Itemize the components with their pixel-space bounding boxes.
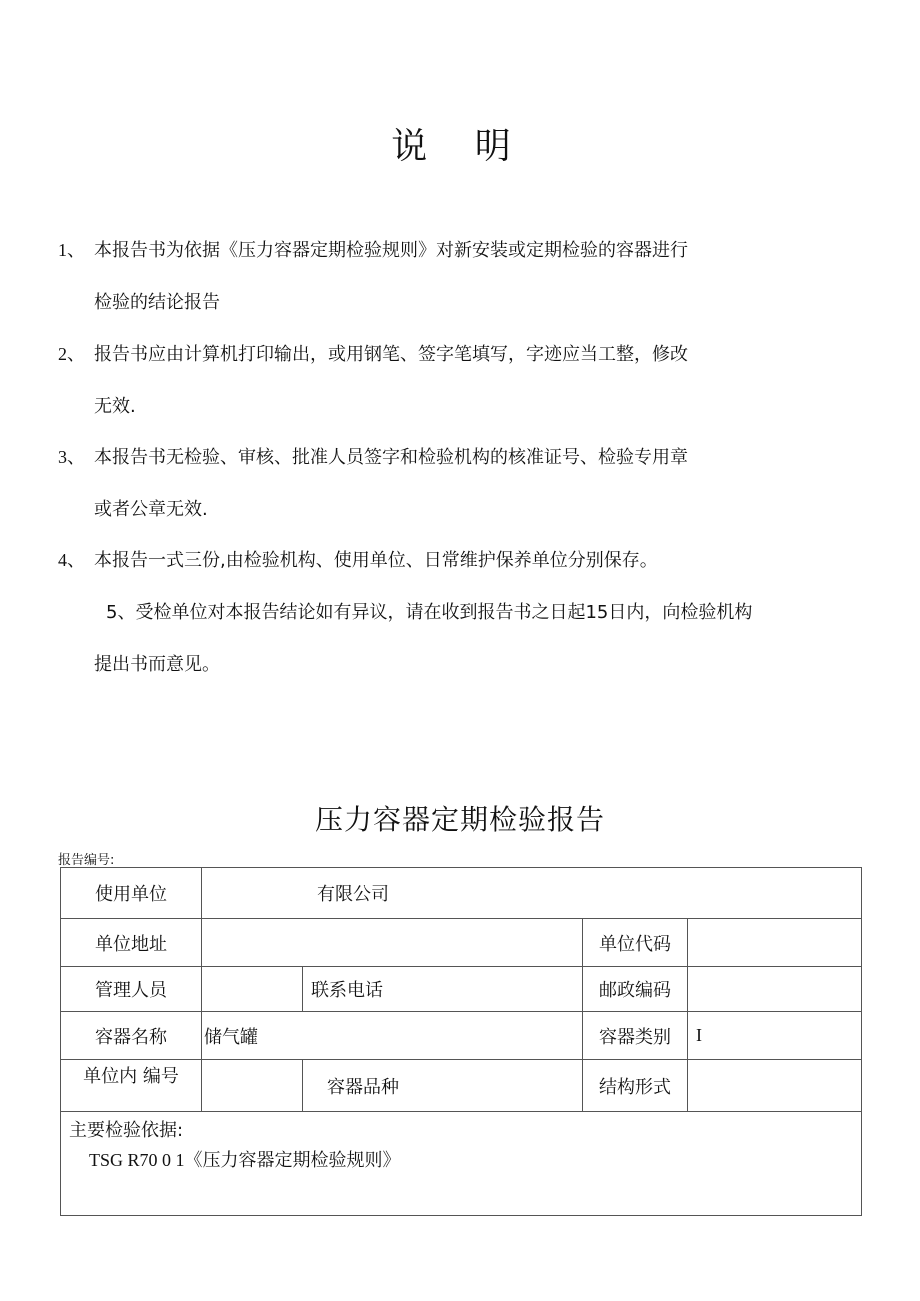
internal-no-value xyxy=(202,1060,303,1112)
vessel-class-label: 容器类别 xyxy=(583,1012,688,1060)
internal-no-label: 单位内 编号 xyxy=(61,1060,202,1112)
vessel-variety-label: 容器品种 xyxy=(303,1060,583,1112)
structure-value xyxy=(688,1060,862,1112)
vessel-name-label: 容器名称 xyxy=(61,1012,202,1060)
row-inspection-basis xyxy=(61,1112,862,1216)
note-2-number: 2、 xyxy=(58,344,85,364)
user-unit-label: 使用单位 xyxy=(61,868,202,919)
note-1-number: 1、 xyxy=(58,240,85,260)
vessel-class-value: I xyxy=(688,1012,862,1060)
note-3 xyxy=(58,443,688,469)
inspection-basis-label: 主要检验依据: xyxy=(69,1120,184,1141)
note-5-text: 受检单位对本报告结论如有异议，请在收到报告书之日起15日内，向检验机构 xyxy=(135,602,753,623)
note-4-number: 4、 xyxy=(58,550,85,570)
postcode-label: 邮政编码 xyxy=(583,967,688,1012)
notes-title: 说 明 xyxy=(391,126,529,167)
note-3-text: 本报告书无检验、审核、批准人员签字和检验机构的核准证号、检验专用章 xyxy=(94,447,688,468)
note-1-continuation: 检验的结论报告 xyxy=(94,292,220,313)
note-1-text: 本报告书为依据《压力容器定期检验规则》对新安装或定期检验的容器进行 xyxy=(94,240,688,261)
unit-code-label: 单位代码 xyxy=(583,919,688,967)
report-title: 压力容器定期检验报告 xyxy=(314,803,605,836)
row-vessel-name xyxy=(61,1012,862,1060)
note-5 xyxy=(106,598,752,624)
vessel-name-value: 储气罐 xyxy=(202,1012,583,1060)
inspection-basis-cell xyxy=(61,1112,862,1216)
address-label: 单位地址 xyxy=(61,919,202,967)
note-4 xyxy=(58,546,658,572)
row-address xyxy=(61,919,862,967)
phone-label: 联系电话 xyxy=(303,967,583,1012)
note-5-continuation: 提出书而意见。 xyxy=(94,654,220,675)
user-unit-value: 有限公司 xyxy=(202,868,862,919)
report-number-label: 报告编号: xyxy=(58,853,115,868)
row-internal-no xyxy=(61,1060,862,1112)
address-value xyxy=(202,919,583,967)
note-3-number: 3、 xyxy=(58,447,85,467)
row-user-unit xyxy=(61,868,862,919)
unit-code-value xyxy=(688,919,862,967)
row-manager xyxy=(61,967,862,1012)
note-5-number: 5、 xyxy=(106,602,136,623)
report-form-table xyxy=(60,867,862,1216)
note-2-text: 报告书应由计算机打印输出，或用钢笔、签字笔填写，字迹应当工整，修改 xyxy=(94,344,688,365)
inspection-basis-value: TSG R70 0 1《压力容器定期检验规则》 xyxy=(89,1150,401,1170)
structure-label: 结构形式 xyxy=(583,1060,688,1112)
postcode-value xyxy=(688,967,862,1012)
manager-label: 管理人员 xyxy=(61,967,202,1012)
note-3-continuation: 或者公章无效. xyxy=(94,499,208,520)
note-2 xyxy=(58,340,688,366)
note-1 xyxy=(58,236,688,262)
note-4-text: 本报告一式三份,由检验机构、使用单位、日常维护保养单位分别保存。 xyxy=(94,550,658,571)
note-2-continuation: 无效. xyxy=(94,396,136,417)
manager-value xyxy=(202,967,303,1012)
